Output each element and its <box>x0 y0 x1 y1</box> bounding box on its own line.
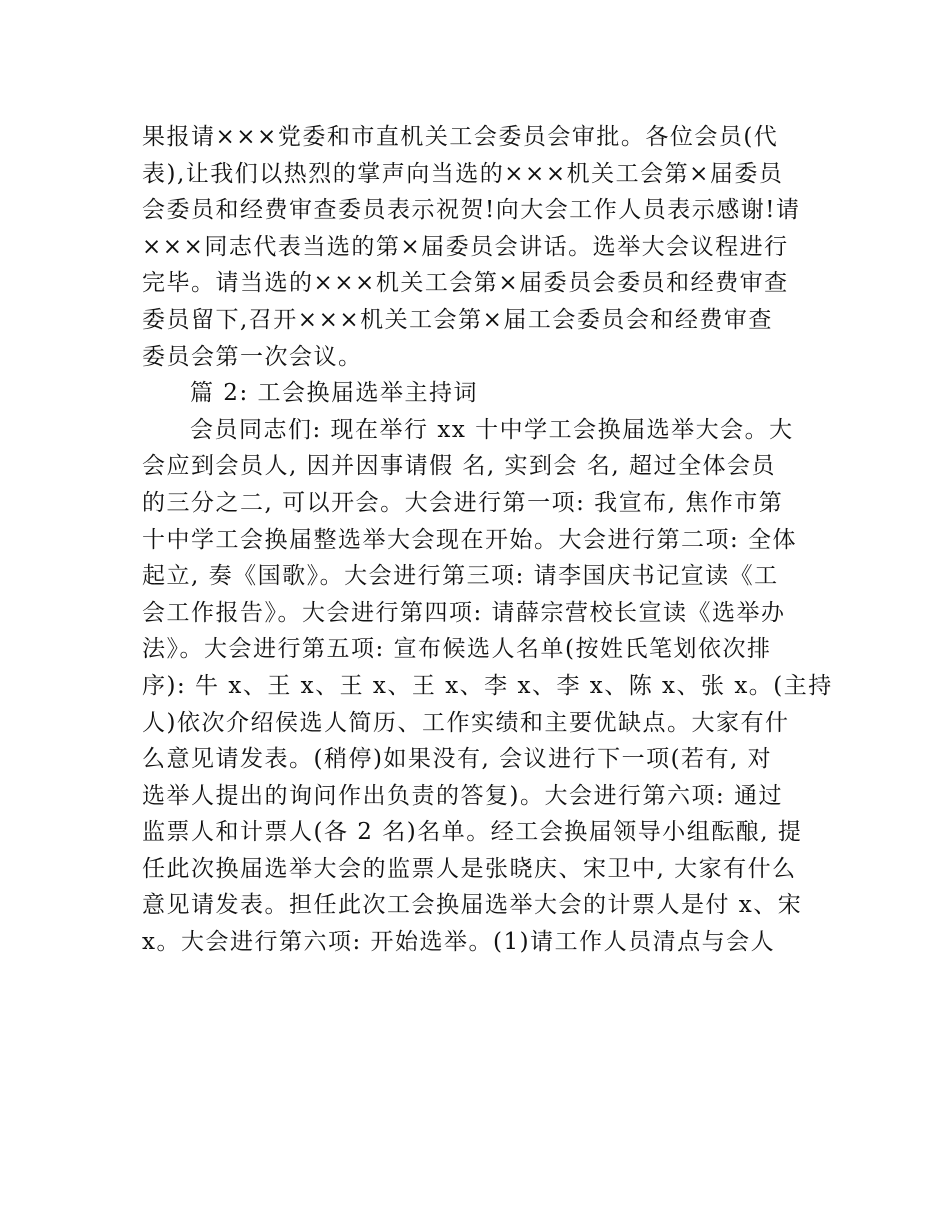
paragraph-line: 选举人提出的询问作出负责的答复)。大会进行第六项: 通过 <box>142 782 784 809</box>
document-body <box>142 119 833 961</box>
paragraph-line: 果报请×××党委和市直机关工会委员会审批。各位会员(代 <box>142 124 779 150</box>
paragraph-line: 么意见请发表。(稍停)如果没有, 会议进行下一项(若有, 对 <box>142 746 773 773</box>
paragraph-line: 完毕。请当选的×××机关工会第×届委员会委员和经费审查 <box>142 270 789 297</box>
paragraph-line: 监票人和计票人(各 2 名)名单。经工会换届领导小组酝酿, 提 <box>142 819 803 846</box>
paragraph-line: 表),让我们以热烈的掌声向当选的×××机关工会第×届委员 <box>142 160 784 187</box>
paragraph-line: 的三分之二, 可以开会。大会进行第一项: 我宣布, 焦作市第 <box>142 489 784 516</box>
paragraph-line: 会工作报告》。大会进行第四项: 请薛宗营校长宣读《选举办 <box>142 599 786 626</box>
paragraph-line: ×××同志代表当选的第×届委员会讲话。选举大会议程进行 <box>142 233 789 260</box>
paragraph-line: x。大会进行第六项: 开始选举。(1)请工作人员清点与会人 <box>142 929 776 956</box>
paragraph-line: 委员留下,召开×××机关工会第×届工会委员会和经费审查 <box>142 306 773 333</box>
paragraph-line: 起立, 奏《国歌》。大会进行第三项: 请李国庆书记宣读《工 <box>142 563 779 590</box>
paragraph-line: 序): 牛 x、王 x、王 x、王 x、李 x、李 x、陈 x、张 x。(主持 <box>142 672 833 699</box>
paragraph-line: 委员会第一次会议。 <box>142 343 363 370</box>
paragraph-line: 会委员和经费审查委员表示祝贺!向大会工作人员表示感谢!请 <box>142 197 801 224</box>
paragraph-line: 会员同志们: 现在举行 xx 十中学工会换届选举大会。大 <box>190 416 794 443</box>
paragraph-line: 十中学工会换届整选举大会现在开始。大会进行第二项: 全体 <box>142 526 798 553</box>
paragraph-line: 法》。大会进行第五项: 宣布候选人名单(按姓氏笔划依次排 <box>142 636 772 663</box>
paragraph-line: 会应到会员人, 因并因事请假 名, 实到会 名, 超过全体会员 <box>142 453 776 480</box>
paragraph-line: 任此次换届选举大会的监票人是张晓庆、宋卫中, 大家有什么 <box>142 855 797 882</box>
section-heading: 篇 2: 工会换届选举主持词 <box>190 380 479 407</box>
paragraph-line: 人)依次介绍侯选人简历、工作实绩和主要优缺点。大家有什 <box>142 709 790 736</box>
paragraph-line: 意见请发表。担任此次工会换届选举大会的计票人是付 x、宋 <box>142 892 803 919</box>
